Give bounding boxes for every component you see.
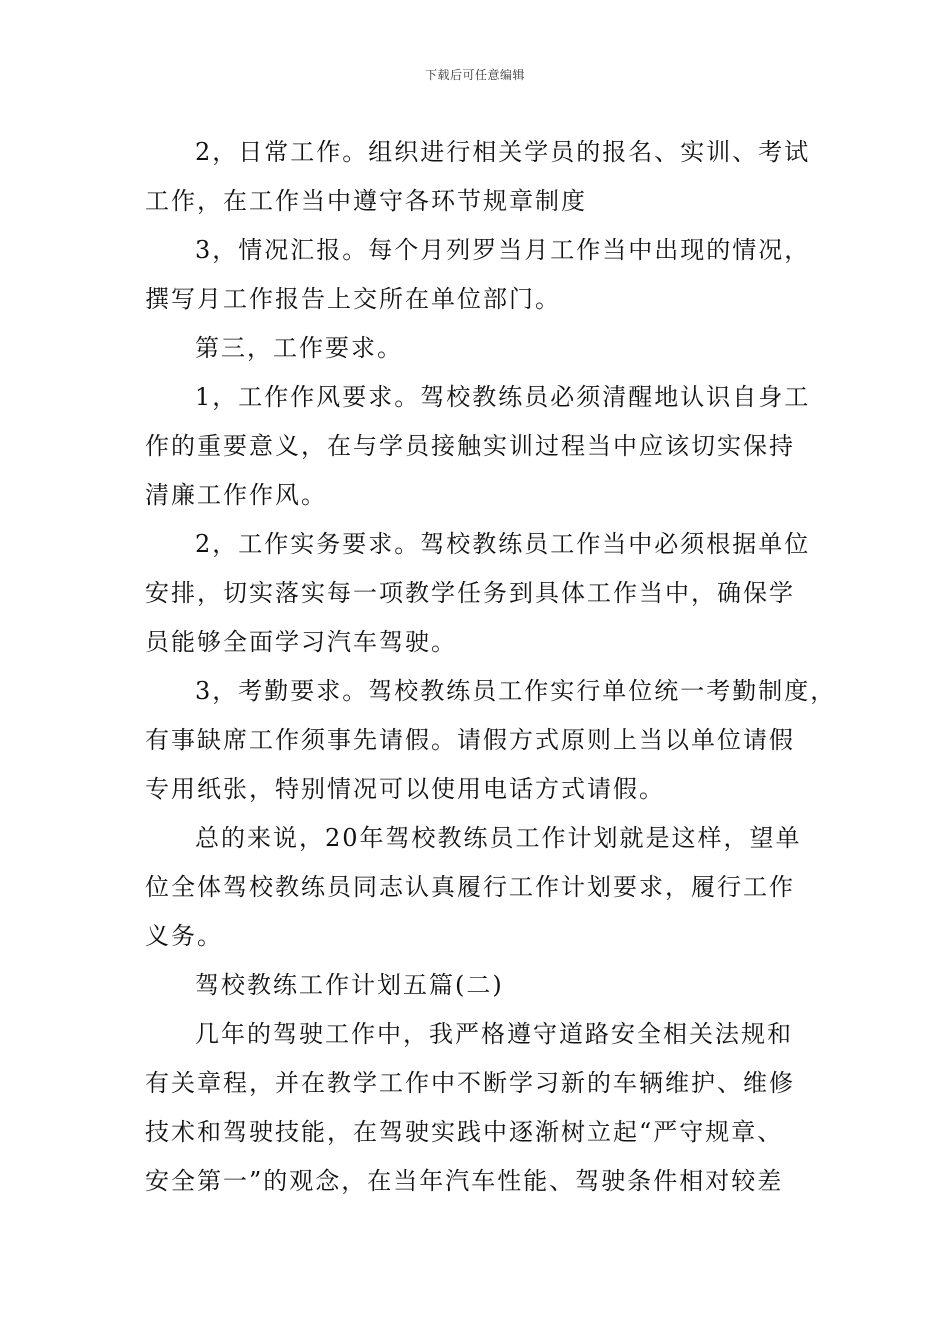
text-line: 专用纸张，特别情况可以使用电话方式请假。 (145, 775, 665, 803)
text-line: 员能够全面学习汽车驾驶。 (145, 628, 457, 656)
text-line: 几年的驾驶工作中，我严格遵守道路安全相关法规和 (195, 1020, 793, 1048)
document-body (145, 128, 835, 1206)
text-line: 作的重要意义，在与学员接触实训过程当中应该切实保持 (145, 432, 795, 460)
section-title: 驾校教练工作计划五篇(二) (195, 971, 504, 999)
text-line: 工作，在工作当中遵守各环节规章制度 (145, 187, 587, 215)
page-header: 下载后可任意编辑 (424, 68, 525, 82)
text-line: 义务。 (145, 922, 223, 950)
text-line: 2，工作实务要求。驾校教练员工作当中必须根据单位 (195, 530, 811, 558)
text-line: 技术和驾驶技能，在驾驶实践中逐渐树立起“严守规章、 (145, 1118, 784, 1146)
text-line: 位全体驾校教练员同志认真履行工作计划要求，履行工作 (145, 873, 795, 901)
text-line: 有事缺席工作须事先请假。请假方式原则上当以单位请假 (145, 726, 795, 754)
text-line: 有关章程，并在教学工作中不断学习新的车辆维护、维修 (145, 1069, 795, 1097)
text-line: 安全第一”的观念，在当年汽车性能、驾驶条件相对较差 (145, 1167, 784, 1195)
text-line: 清廉工作作风。 (145, 481, 327, 509)
text-line: 安排，切实落实每一项教学任务到具体工作当中，确保学 (145, 579, 795, 607)
text-line: 总的来说，20年驾校教练员工作计划就是这样，望单 (195, 824, 802, 852)
text-line: 3，情况汇报。每个月列罗当月工作当中出现的情况， (195, 236, 811, 264)
text-line: 2，日常工作。组织进行相关学员的报名、实训、考试 (195, 138, 811, 166)
text-line: 3，考勤要求。驾校教练员工作实行单位统一考勤制度， (195, 677, 837, 705)
text-line: 撰写月工作报告上交所在单位部门。 (145, 285, 561, 313)
section-heading: 第三，工作要求。 (195, 334, 403, 362)
text-line: 1，工作作风要求。驾校教练员必须清醒地认识自身工 (195, 383, 811, 411)
